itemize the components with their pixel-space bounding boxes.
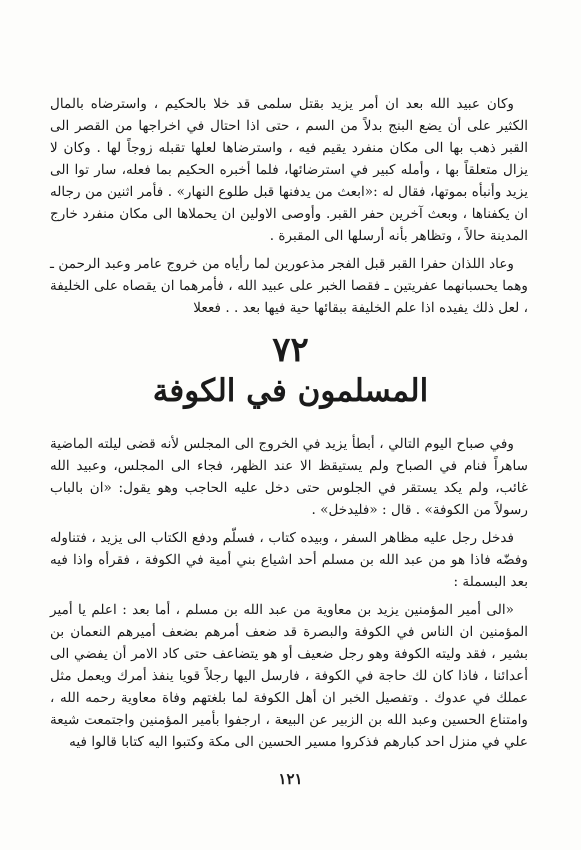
paragraph: وعاد اللذان حفرا القبر قبل الفجر مذعورين لما رأياه من خروج عامر وعبد الرحمن ـ وهما يحسبانهما عفريتين ـ فقصا الخبر على عبيد الله ، فأمرهما ان يقصاه على الخليفة ، لعل ذلك يفيده اذا علم الخليفة ببقائها حية فيها بعد . . فععلا bbox=[50, 256, 528, 316]
chapter-title: المسلمون في الكوفة bbox=[152, 373, 429, 409]
page-number: ١٢١ bbox=[278, 770, 303, 788]
paragraph: وكان عبيد الله بعد ان أمر يزيد بقتل سلمى قد خلا بالحكيم ، واسترضاه بالمال الكثير على أن يضع البنج بدلاً من السم ، حتى اذا احتال في اخراجها من القصر الى القبر ذهب بها الى مكان منفرد يقيم فيه ، واسترضاها لعلها تقبله زوجاً لها . وكان لا يزال متعلقاً بها ، وأمله كبير في استرضائها، فلما أخبره الحكيم بما فعله، سار توا الى يزيد وأنبأه بموتها، فقال له :«ابعث من يدفنها قبل طلوع النهار» . فأمر اثنين من رجاله ان يكفناها ، وبعث آخرين حفر القبر. وأوصى الاولين ان يحملاها الى مكان منفرد خارج المدينة حالاً ، وتظاهر بأنه أرسلها الى المقبرة . bbox=[50, 96, 528, 244]
chapter-number: ٧٢ bbox=[272, 330, 309, 370]
bottom-text-block bbox=[50, 433, 528, 753]
top-text-block bbox=[50, 93, 528, 319]
paragraph: وفي صباح اليوم التالي ، أبطأ يزيد في الخروج الى المجلس لأنه قضى ليلته الماضية ساهراً فنام في الصباح ولم يستيقظ الا عند الظهر، فجاء الى المجلس، وعبيد الله غائب، ولم يكد يستقر في الجلوس حتى دخل عليه الحاجب وهو يقول: «ان بالباب رسولاً من الكوفة» . قال : «فليدخل» . bbox=[50, 436, 528, 518]
paragraph: «الى أمير المؤمنين يزيد بن معاوية من عبد الله بن مسلم ، أما بعد : اعلم يا أمير المؤمنين ان الناس في الكوفة والبصرة قد ضعف أمرهم بضعف أميرهم النعمان بن بشير ، فقد وليته الكوفة وهو رجل ضعيف أو هو يتضاعف حتى كاد الامر أن يفضي الى أعدائنا ، فاذا كان لك حاجة في الكوفة ، فارسل اليها رجلاً قويا ينفذ أمرك ويعمل مثل عملك في عدوك . وتفصيل الخبر ان أهل الكوفة لما بلغتهم وفاة معاوية رحمه الله ، وامتناع الحسين وعبد الله بن الزبير عن البيعة ، ارجفوا بأمير المؤمنين واجتمعت شيعة علي في منزل احد كبارهم فذكروا مسير الحسين الى مكة وكتبوا اليه كتابا قالوا فيه bbox=[50, 602, 528, 750]
paragraph: فدخل رجل عليه مظاهر السفر ، وبيده كتاب ، فسلّم ودفع الكتاب الى يزيد ، فتناوله وفضّه فاذا هو من عبد الله بن مسلم أحد اشياع بني أمية في الكوفة ، فقرأه واذا فيه بعد البسملة : bbox=[50, 530, 528, 590]
